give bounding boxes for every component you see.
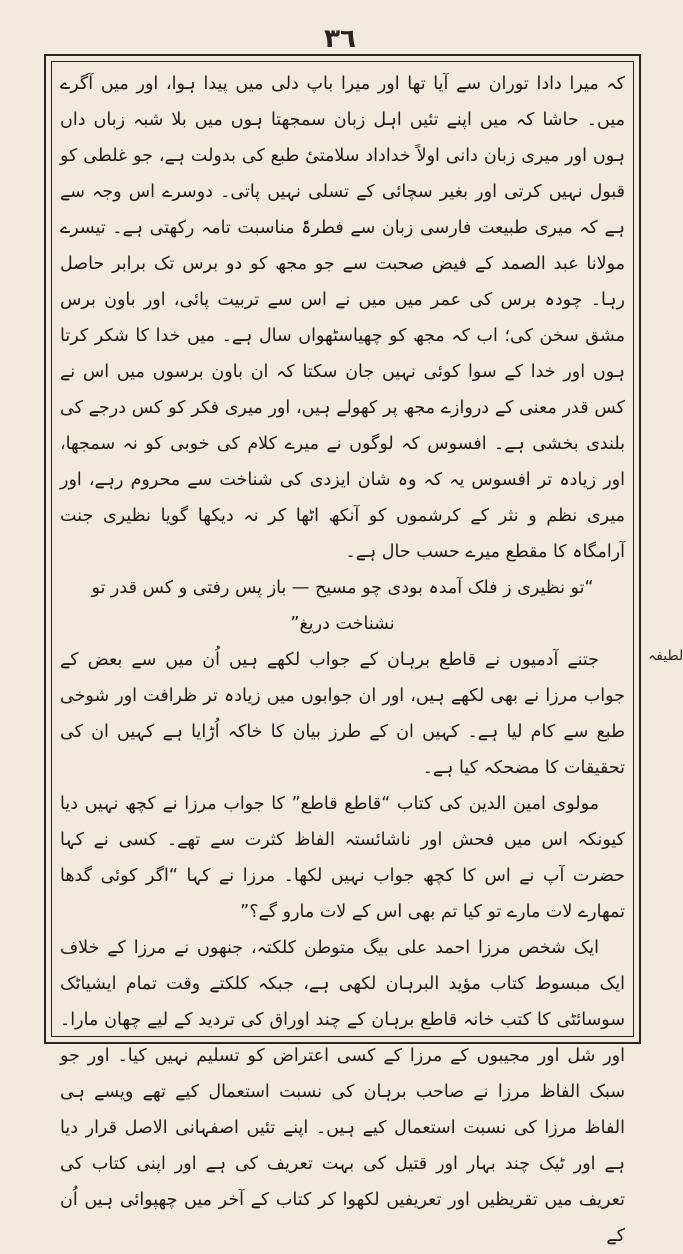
paragraph-1: کہ میرا دادا توران سے آیا تھا اور میرا باپ دلی میں پیدا ہوا، اور میں آگرے میں۔ حاشا کہ میں اپنے تئیں اہل زبان سمجھتا ہوں میں بلا شبہ زباں داں ہوں اور میری زبان دانی اولاً خداداد سلامتیٔ طبع کی بدولت ہے، جو غلطی کو قبول نہیں کرتی اور بغیر سچائی کے تسلی نہیں پاتی۔ دوسرے اس وجہ سے ہے کہ میری طبیعت فارسی زبان سے فطرۃً مناسبت تامہ رکھتی ہے۔ تیسرے مولانا عبد الصمد کے فیض صحبت سے جو مجھ کو دو برس تک برابر حاصل رہا۔ چودہ برس کی عمر میں میں نے اس سے تربیت پائی، اور باون برس مشق سخن کی؛ اب کہ مجھ کو چھیاسٹھواں سال ہے۔ میں خدا کا شکر کرتا ہوں اور خدا کے سوا کوئی نہیں جان سکتا کہ ان باون برسوں میں اس نے کس قدر معنی کے دروازے مجھ پر کھولے ہیں، اور میری فکر کو کس درجے کی بلندی بخشی ہے۔ افسوس کہ لوگوں نے میرے کلام کی خوبی کو نہ سمجھا، اور زیادہ تر افسوس یہ کہ وہ شان ایزدی کی شناخت سے محروم رہے، اور میری نظم و نثر کے کرشموں کو آنکھ اٹھا کر نہ دیکھا گویا نظیری جنت آرامگاہ کا مقطع میرے حسب حال ہے۔ [60, 74, 625, 562]
paragraph-4: ایک شخص مرزا احمد علی بیگ متوطن کلکتہ، جنھوں نے مرزا کے خلاف ایک مبسوط کتاب مؤید البرہان لکھی ہے، جبکہ کلکتے وقت تمام ایشیاٹک سوسائٹی کا کتب خانہ قاطع برہان کے چند اوراق کی تردید کے لیے چھان مارا۔ اور شل اور مجیبوں کے مرزا کے کسی اعتراض کو تسلیم نہیں کیا۔ اور جو سبک الفاظ مرزا نے صاحب برہان کی نسبت استعمال کیے تھے ویسے ہی الفاظ مرزا کی نسبت استعمال کیے ہیں۔ اپنے تئیں اصفہانی الاصل قرار دیا ہے اور ٹیک چند بہار اور قتیل کی بہت تعریف کی ہے اور اپنی کتاب کی تعریف میں تقریظیں اور تعریفیں لکھوا کر کتاب کے آخر میں چھپوائی ہیں اُن کے [60, 938, 625, 1246]
verse: “تو نظیری ز فلک آمدہ بودی چو مسیح — باز پس رفتی و کس قدر تو نشناخت دریغ” [91, 578, 594, 634]
page-number: ۳٦ [324, 24, 356, 54]
margin-note: لطیفہ [648, 648, 683, 664]
paragraph-2: جتنے آدمیوں نے قاطع برہان کے جواب لکھے ہیں اُن میں سے بعض کے جواب مرزا نے بھی لکھے ہیں، اور ان جوابوں میں زیادہ تر ظرافت اور شوخی طبع سے کام لیا ہے۔ کہیں ان کے طرز بیان کا خاکہ اُڑایا ہے کہیں ان کی تحقیقات کا مضحکہ کیا ہے۔ [60, 650, 625, 778]
body-text [60, 66, 625, 1246]
paragraph-3: مولوی امین الدین کی کتاب “قاطع قاطع” کا جواب مرزا نے کچھ نہیں دیا کیونکہ اس میں فحش اور ناشائستہ الفاظ کثرت سے تھے۔ کسی نے کہا حضرت آپ نے اس کا کچھ جواب نہیں لکھا۔ مرزا نے کہا “اگر کوئی گدھا تمھارے لات مارے تو کیا تم بھی اس کے لات مارو گے؟” [60, 794, 625, 922]
